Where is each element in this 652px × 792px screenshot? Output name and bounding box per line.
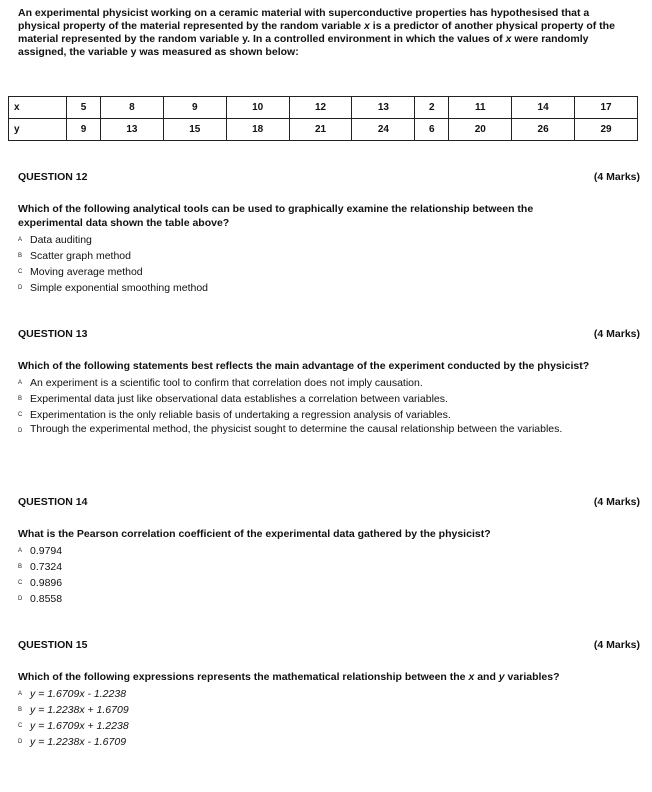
option-text: y = 1.6709x - 1.2238	[30, 688, 127, 700]
option-list	[18, 543, 640, 607]
question-15	[18, 639, 640, 750]
option-letter: B	[18, 396, 23, 402]
option-text: 0.8558	[30, 593, 63, 605]
table-cell: 13	[352, 97, 415, 119]
table-cell: 9	[67, 119, 101, 141]
option-letter: A	[18, 691, 23, 697]
table-cell: 21	[289, 119, 352, 141]
intro-text-3: were randomly assigned, the variable y was measured as shown below:	[18, 33, 589, 58]
option-text: 0.9896	[30, 577, 63, 589]
option-c[interactable]	[18, 718, 640, 734]
table-cell: 18	[226, 119, 289, 141]
question-text: Which of the following statements best reflects the main advantage of the experiment conducted by the physicist?	[18, 360, 590, 372]
question-13	[18, 328, 640, 439]
question-14	[18, 496, 640, 607]
question-text	[18, 670, 593, 684]
intro-var-x: x	[364, 20, 370, 32]
option-letter: C	[18, 723, 23, 729]
question-text-part: variables?	[504, 671, 560, 683]
option-letter: D	[18, 285, 23, 291]
option-letter: D	[18, 596, 23, 602]
option-d[interactable]	[18, 591, 640, 607]
table-cell: 20	[449, 119, 512, 141]
option-b[interactable]	[18, 702, 640, 718]
option-d[interactable]	[18, 734, 640, 750]
question-marks: (4 Marks)	[593, 328, 640, 340]
option-letter: B	[18, 253, 23, 259]
question-var-x: x	[468, 671, 475, 683]
intro-text-1: An experimental physicist working on a ceramic material with superconductive properties has hypothesised that a physical property of the material represented by the random variable	[18, 7, 590, 32]
question-heading: QUESTION 15	[18, 639, 88, 651]
table-row-y	[9, 119, 638, 141]
option-letter: A	[18, 237, 23, 243]
table-cell: 9	[163, 97, 226, 119]
option-text: y = 1.6709x + 1.2238	[30, 720, 129, 732]
table-row-x	[9, 97, 638, 119]
question-header	[18, 171, 640, 185]
question-var-y: y	[498, 671, 505, 683]
question-heading: QUESTION 13	[18, 328, 88, 340]
option-c[interactable]	[18, 407, 640, 423]
option-b[interactable]	[18, 559, 640, 575]
option-text: Data auditing	[30, 234, 92, 246]
option-text: 0.7324	[30, 561, 63, 573]
question-marks: (4 Marks)	[593, 496, 640, 508]
option-a[interactable]	[18, 686, 640, 702]
row-label-x: x	[9, 97, 67, 119]
table-cell: 13	[101, 119, 164, 141]
option-a[interactable]	[18, 543, 640, 559]
option-letter: A	[18, 548, 23, 554]
option-letter: B	[18, 707, 23, 713]
option-text: Experimental data just like observational data establishes a correlation between variables.	[30, 393, 448, 405]
option-letter: C	[18, 580, 23, 586]
intro-paragraph	[18, 7, 618, 59]
table-cell: 15	[163, 119, 226, 141]
option-letter: C	[18, 269, 23, 275]
row-label-y: y	[9, 119, 67, 141]
option-a[interactable]	[18, 232, 640, 248]
question-marks: (4 Marks)	[593, 171, 640, 183]
data-table	[8, 96, 638, 141]
table-cell: 14	[512, 97, 575, 119]
question-header	[18, 639, 640, 653]
option-d[interactable]	[18, 280, 640, 296]
option-letter: C	[18, 412, 23, 418]
question-marks: (4 Marks)	[593, 639, 640, 651]
question-text-part: and	[474, 671, 499, 683]
option-d[interactable]	[18, 423, 640, 439]
option-list	[18, 232, 640, 296]
option-c[interactable]	[18, 264, 640, 280]
option-text: Simple exponential smoothing method	[30, 282, 209, 294]
option-letter: A	[18, 380, 23, 386]
table-cell: 26	[512, 119, 575, 141]
option-text: y = 1.2238x + 1.6709	[30, 704, 129, 716]
option-b[interactable]	[18, 391, 640, 407]
option-a[interactable]	[18, 375, 640, 391]
option-b[interactable]	[18, 248, 640, 264]
table-cell: 11	[449, 97, 512, 119]
option-text: y = 1.2238x - 1.6709	[30, 736, 127, 748]
intro-var-x-2: x	[505, 33, 512, 45]
table-cell: 5	[67, 97, 101, 119]
question-header	[18, 496, 640, 510]
option-letter: D	[18, 428, 23, 434]
table-cell: 29	[575, 119, 638, 141]
question-heading: QUESTION 14	[18, 496, 88, 508]
option-text: 0.9794	[30, 545, 63, 557]
option-c[interactable]	[18, 575, 640, 591]
question-text: Which of the following analytical tools can be used to graphically examine the relationship between the experimental data shown the table above?	[18, 203, 534, 229]
table-cell: 10	[226, 97, 289, 119]
option-list	[18, 686, 640, 750]
option-letter: B	[18, 564, 23, 570]
option-list	[18, 375, 640, 439]
option-text: Through the experimental method, the physicist sought to determine the causal relationship between the variables.	[30, 423, 563, 435]
table-cell: 17	[575, 97, 638, 119]
question-text-part: Which of the following expressions represents the mathematical relationship between the	[18, 671, 469, 683]
question-text: What is the Pearson correlation coefficient of the experimental data gathered by the physicist?	[18, 528, 491, 540]
option-text: An experiment is a scientific tool to confirm that correlation does not imply causation.	[30, 377, 423, 389]
table-cell: 24	[352, 119, 415, 141]
intro-text-2: is a predictor of another physical property of the material represented by the random variable y. In a controlled environment in which the values of	[18, 20, 615, 45]
question-header	[18, 328, 640, 342]
option-text: Moving average method	[30, 266, 143, 278]
option-letter: D	[18, 739, 23, 745]
option-text: Scatter graph method	[30, 250, 131, 262]
table-cell: 6	[415, 119, 449, 141]
table-cell: 2	[415, 97, 449, 119]
table-cell: 8	[101, 97, 164, 119]
option-text: Experimentation is the only reliable basis of undertaking a regression analysis of variables.	[30, 409, 451, 421]
question-heading: QUESTION 12	[18, 171, 88, 183]
table-cell: 12	[289, 97, 352, 119]
question-12	[18, 171, 640, 296]
